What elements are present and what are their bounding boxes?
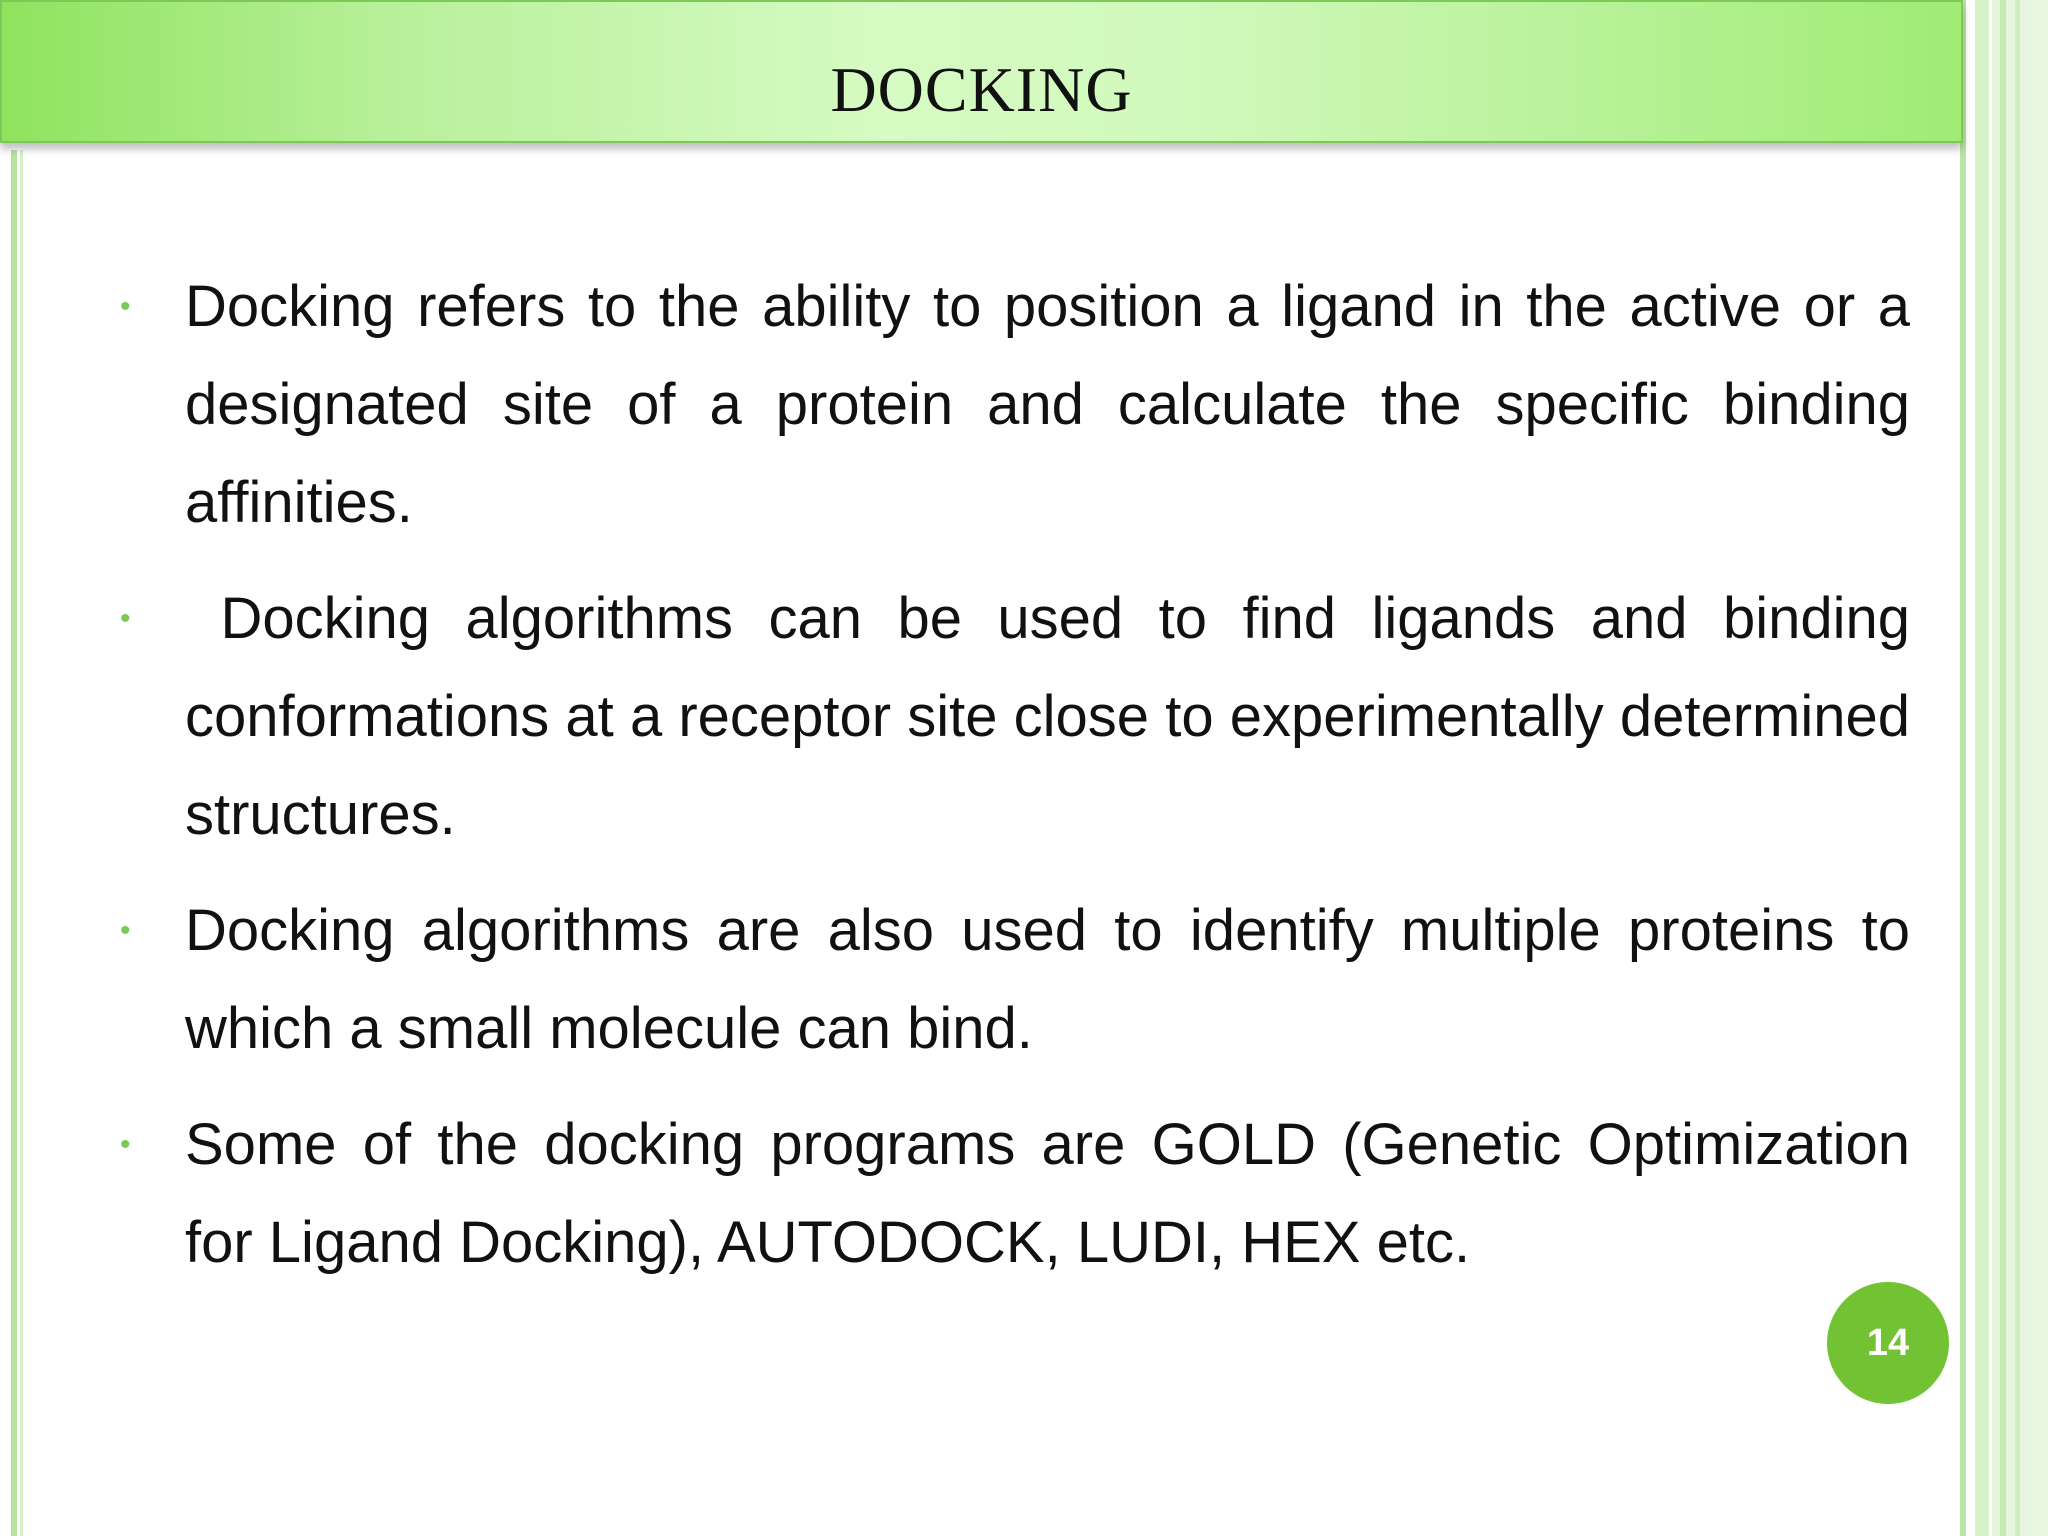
bullet-text: Docking algorithms are also used to identify multiple proteins to which a small molecule can bind.	[185, 898, 1910, 1061]
slide-title: DOCKING	[830, 54, 1133, 125]
bullet-text: Some of the docking programs are GOLD (Genetic Optimization for Ligand Docking), AUTODOCK, LUDI, HEX etc.	[185, 1112, 1910, 1275]
decorative-border-line	[11, 150, 17, 1536]
page-number-badge: 14	[1827, 1282, 1949, 1404]
bullet-icon: •	[120, 1128, 131, 1161]
bullet-text: Docking refers to the ability to position a ligand in the active or a designated site of a protein and calculate the specific binding affinities.	[185, 274, 1910, 535]
bullet-list	[120, 258, 1927, 1310]
bullet-icon: •	[120, 290, 131, 323]
decorative-stripe	[2000, 0, 2006, 1536]
list-item	[120, 258, 1910, 552]
list-item	[120, 1096, 1910, 1292]
bullet-icon: •	[120, 602, 131, 635]
list-item	[120, 570, 1927, 864]
list-item	[120, 882, 1910, 1078]
decorative-stripe	[2015, 0, 2020, 1536]
decorative-stripe	[1975, 0, 1989, 1536]
bullet-text: Docking algorithms can be used to find ligands and binding conformations at a receptor site close to experimentally determined structures.	[185, 586, 1927, 847]
bullet-icon: •	[120, 914, 131, 947]
decorative-stripe	[1960, 0, 1966, 1536]
decorative-border-line	[20, 150, 23, 1536]
